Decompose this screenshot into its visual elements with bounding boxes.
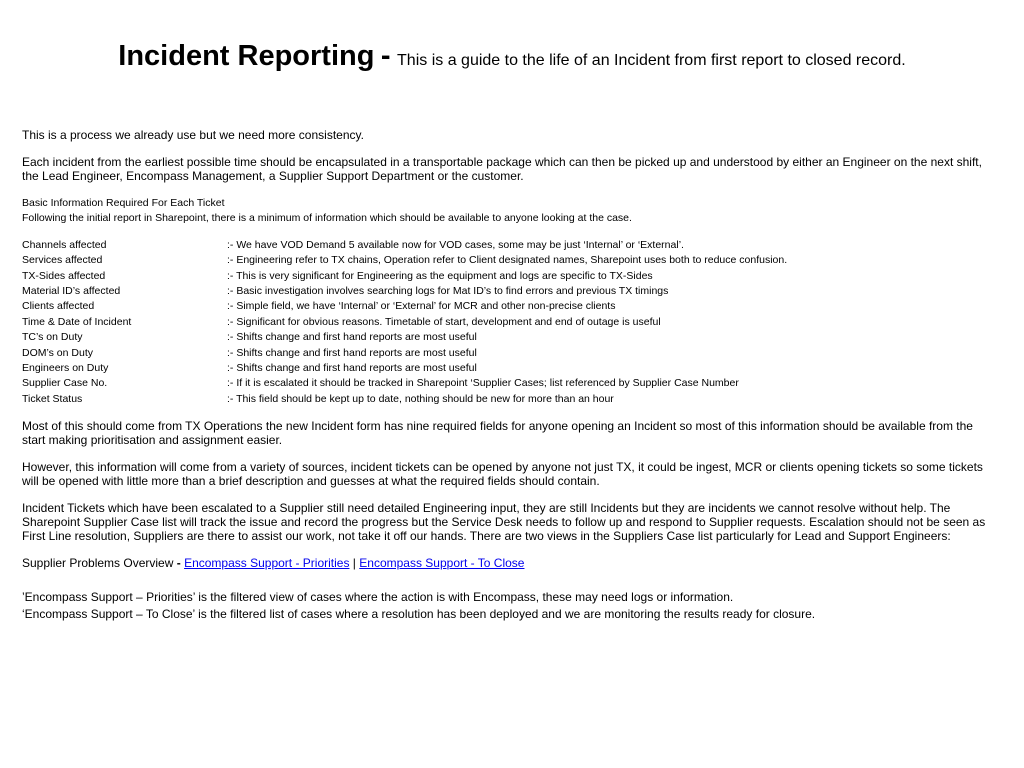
field-label: Material ID’s affected <box>22 285 121 298</box>
field-row <box>22 330 997 345</box>
title-dash: - <box>380 40 391 72</box>
field-label: TX-Sides affected <box>22 269 106 282</box>
field-row <box>22 269 997 284</box>
supplier-overview-line <box>22 556 997 570</box>
field-description: :- Shifts change and first hand reports are most useful <box>227 362 477 375</box>
basic-info-text: Following the initial report in Sharepoint, there is a minimum of information which should be available to anyone looking at the case. <box>22 212 632 225</box>
field-label: Channels affected <box>22 238 107 251</box>
paragraph-tx-operations: Most of this should come from TX Operations the new Incident form has nine required fields for anyone opening an Incident so most of this information should be available from the start making prioritisation and assignment easier. <box>22 419 973 448</box>
closing-line-1: ’Encompass Support – Priorities’ is the filtered view of cases where the action is with Encompass, these may need logs or information. <box>22 590 734 605</box>
field-description: :- Simple field, we have ‘Internal’ or ‘External’ for MCR and other non-precise clients <box>227 300 616 313</box>
field-description: :- If it is escalated it should be tracked in Sharepoint ‘Supplier Cases; list referenced by Supplier Case Number <box>227 377 739 390</box>
field-description: :- Engineering refer to TX chains, Operation refer to Client designated names, Sharepoint uses both to reduce confusion. <box>227 254 788 267</box>
title-main: Incident Reporting <box>118 40 375 72</box>
field-description: :- This is very significant for Engineering as the equipment and logs are specific to TX-Sides <box>227 269 653 282</box>
field-label: Time & Date of Incident <box>22 315 132 328</box>
field-row <box>22 346 997 361</box>
field-description: :- This field should be kept up to date, nothing should be new for more than an hour <box>227 392 614 405</box>
field-description: :- We have VOD Demand 5 available now for VOD cases, some may be just ‘Internal’ or ‘External’. <box>227 238 684 251</box>
content-body <box>22 128 997 621</box>
basic-info-heading: Basic Information Required For Each Ticket <box>22 197 225 209</box>
field-label: Ticket Status <box>22 392 83 405</box>
field-description: :- Shifts change and first hand reports are most useful <box>227 331 477 344</box>
field-row <box>22 253 997 268</box>
field-row <box>22 238 997 253</box>
supplier-overview-dash: - <box>173 556 185 571</box>
link-encompass-to-close[interactable]: Encompass Support - To Close <box>359 556 525 571</box>
field-label: Clients affected <box>22 300 95 313</box>
paragraph-sources: However, this information will come from a variety of sources, incident tickets can be opened by anyone not just TX, it could be ingest, MCR or clients opening tickets so some tickets will be opened with little more than a brief description and guesses at what the required fields should contain. <box>22 460 983 489</box>
closing-line-2: ‘Encompass Support – To Close’ is the filtered list of cases where a resolution has been deployed and we are monitoring the results ready for closure. <box>22 607 816 622</box>
link-encompass-priorities[interactable]: Encompass Support - Priorities <box>184 556 350 571</box>
intro-paragraph-2: Each incident from the earliest possible time should be encapsulated in a transportable package which can then be picked up and understood by either an Engineer on the next shift, the Lead Engineer, Encompass Management, a Supplier Support Department or the customer. <box>22 155 982 183</box>
field-description: :- Basic investigation involves searching logs for Mat ID’s to find errors and previous TX timings <box>227 285 669 298</box>
required-fields-list <box>22 238 997 407</box>
field-label: Supplier Case No. <box>22 377 108 390</box>
field-row <box>22 392 997 407</box>
intro-paragraph-1: This is a process we already use but we need more consistency. <box>22 128 364 142</box>
field-label: TC’s on Duty <box>22 331 83 344</box>
field-label: Services affected <box>22 254 103 267</box>
field-description: :- Significant for obvious reasons. Timetable of start, development and end of outage is useful <box>227 315 661 328</box>
field-row <box>22 361 997 376</box>
field-label: DOM’s on Duty <box>22 346 93 359</box>
field-description: :- Shifts change and first hand reports are most useful <box>227 346 477 359</box>
field-row <box>22 284 997 299</box>
field-row <box>22 315 997 330</box>
field-row <box>22 299 997 314</box>
title-subtitle: This is a guide to the life of an Incident from first report to closed record. <box>397 52 906 69</box>
page-title <box>0 40 1024 73</box>
field-label: Engineers on Duty <box>22 362 109 375</box>
paragraph-escalation: Incident Tickets which have been escalated to a Supplier still need detailed Engineering input, they are still Incidents but they are incidents we cannot resolve without help. The Sharepoint Supplier Case list will track the issue and record the progress but the Service Desk needs to follow up and respond to Supplier requests. Escalation should not be seen as First Line resolution, Suppliers are there to assist our work, not take it off our hands. There are two views in the Suppliers Case list particularly for Lead and Support Engineers: <box>22 501 986 544</box>
field-row <box>22 376 997 391</box>
link-separator: | <box>349 556 360 571</box>
supplier-overview-label: Supplier Problems Overview <box>22 556 174 571</box>
